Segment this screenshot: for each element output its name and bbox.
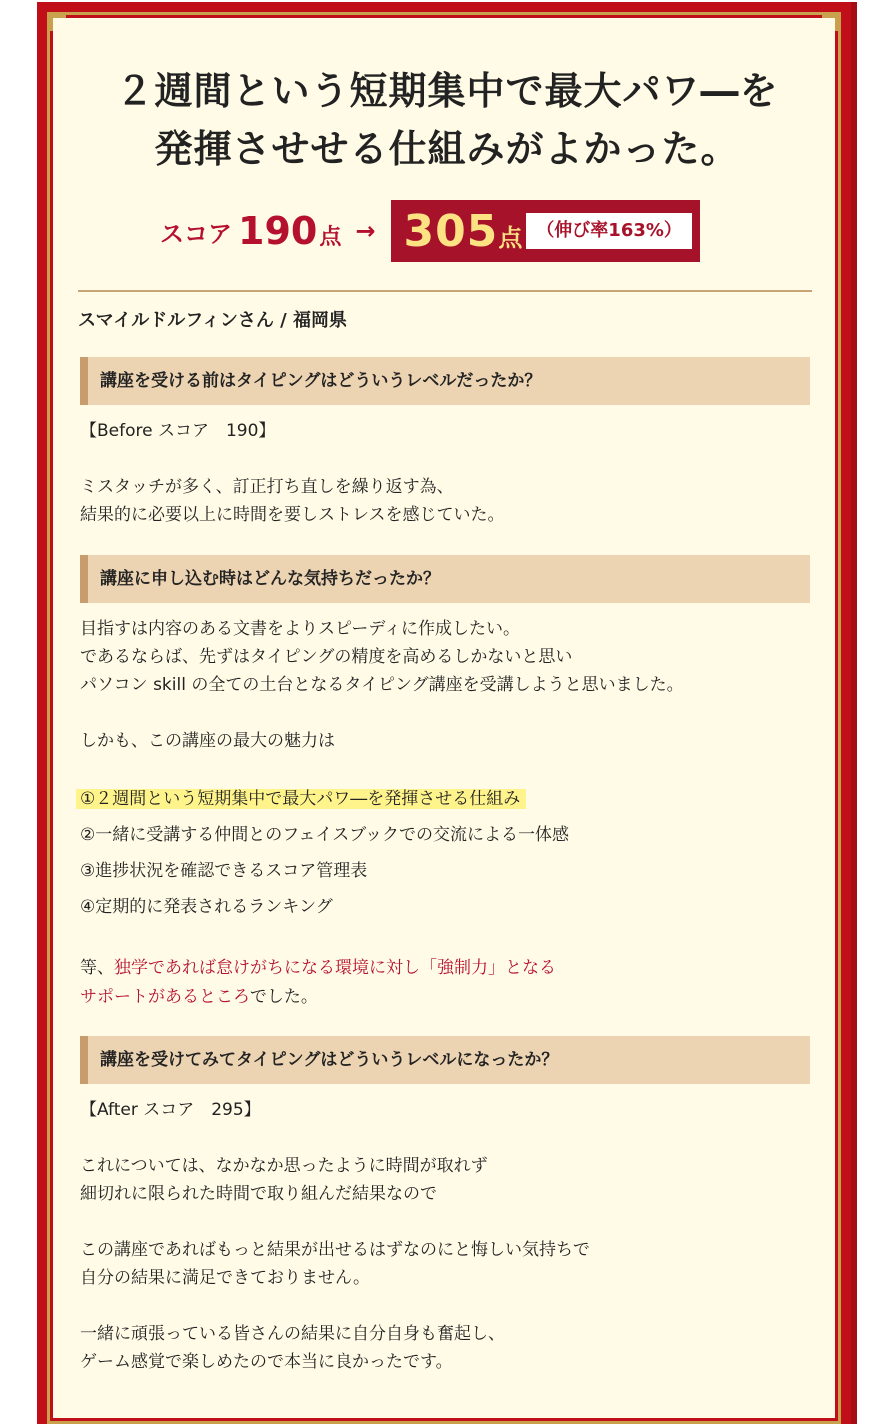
title-line-2: 発揮させせる仕組みがよかった。: [154, 127, 740, 171]
answer-line: 【Before スコア 190】: [80, 421, 276, 441]
answer-line: 細切れに限られた時間で取り組んだ結果なので: [80, 1184, 437, 1204]
appeal-points: [80, 781, 800, 925]
divider: [78, 290, 812, 292]
answer-line: [80, 445, 800, 473]
question-heading-before: 講座を受ける前はタイピングはどういうレベルだったか？: [80, 357, 810, 405]
score-summary: [160, 200, 700, 262]
score-after-badge: [391, 200, 699, 262]
answer-line: 【After スコア 295】: [80, 1100, 261, 1120]
appeal-point-4: ④定期的に発表されるランキング: [80, 897, 333, 917]
answer-line: パソコン skill の全ての土台となるタイピング講座を受講しようと思いました。: [80, 675, 684, 695]
answer-line: 目指すは内容のある文書をよりスピーディに作成したい。: [80, 619, 520, 639]
answer-before: [80, 417, 800, 529]
closing-statement: [80, 954, 800, 1012]
score-after-unit: 点: [498, 223, 523, 252]
answer-line: ゲーム感覚で楽しめたので本当に良かったです。: [80, 1352, 453, 1372]
arrow-right-icon: →: [355, 217, 376, 245]
closing-line-1: [80, 954, 800, 983]
answer-line: [80, 1292, 800, 1320]
score-before-unit: 点: [319, 224, 342, 250]
answer-line: [80, 1208, 800, 1236]
answer-line: であるならば、先ずはタイピングの精度を高めるしかないと思い: [80, 647, 573, 667]
answer-line: これについては、なかなか思ったように時間が取れず: [80, 1156, 488, 1176]
highlighted-point: ①２週間という短期集中で最大パワ―を発揮させる仕組み: [76, 789, 526, 809]
title-line-1: ２週間という短期集中で最大パワ―を: [115, 69, 779, 113]
score-label: スコア: [160, 219, 232, 248]
question-heading-motivation: 講座に申し込む時はどんな気持ちだったか？: [80, 555, 810, 603]
score-after: 305: [403, 205, 499, 257]
answer-line: この講座であればもっと結果が出せるはずなのにと悔しい気持ちで: [80, 1240, 590, 1260]
answer-line: 一緒に頑張っている皆さんの結果に自分自身も奮起し、: [80, 1324, 505, 1344]
answer-line: [80, 699, 800, 727]
answer-line: しかも、この講座の最大の魅力は: [80, 731, 335, 751]
answer-after: [80, 1096, 800, 1376]
reviewer-name: スマイルドルフィンさん / 福岡県: [78, 310, 347, 331]
closing-prefix: 等、: [80, 958, 114, 978]
closing-suffix: でした。: [249, 987, 318, 1007]
growth-rate: （伸び率163%）: [526, 213, 692, 249]
appeal-point-3: ③進捗状況を確認できるスコア管理表: [80, 861, 368, 881]
appeal-point-2: ②一緒に受講する仲間とのフェイスブックでの交流による一体感: [80, 825, 570, 845]
question-heading-after: 講座を受けてみてタイピングはどういうレベルになったか？: [80, 1036, 810, 1084]
answer-motivation: [80, 615, 800, 755]
page-title: [0, 62, 894, 178]
closing-emphasis-2: サポートがあるところ: [80, 987, 250, 1007]
score-before: 190: [238, 209, 318, 253]
answer-line: 自分の結果に満足できておりません。: [80, 1268, 371, 1288]
closing-emphasis-1: 独学であれば怠けがちになる環境に対し「強制力」となる: [114, 958, 556, 978]
closing-line-2: [80, 983, 800, 1012]
answer-line: [80, 1124, 800, 1152]
answer-line: 結果的に必要以上に時間を要しストレスを感じていた。: [80, 505, 505, 525]
answer-line: ミスタッチが多く、訂正打ち直しを繰り返す為、: [80, 477, 454, 497]
appeal-point-1: [80, 781, 800, 817]
